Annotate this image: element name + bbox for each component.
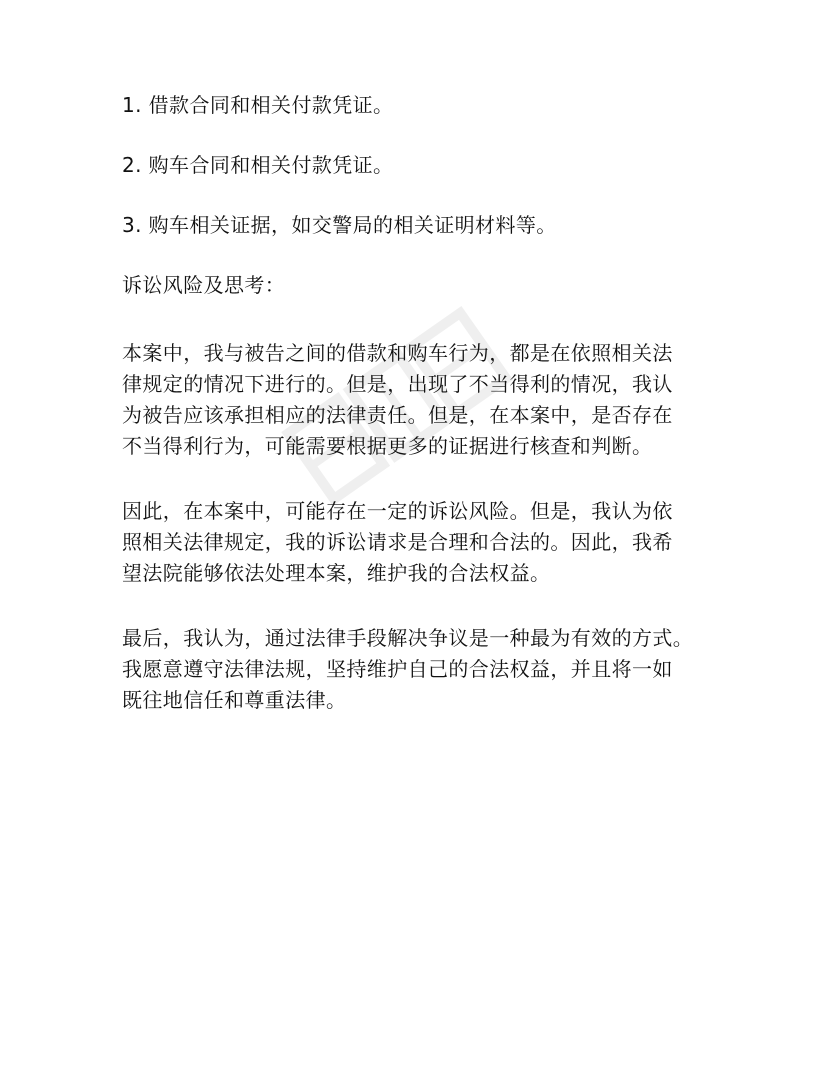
- paragraph-conclusion: [122, 623, 722, 716]
- paragraph-line: 因此，在本案中，可能存在一定的诉讼风险。但是，我认为依: [122, 499, 673, 523]
- evidence-item-3: 3. 购车相关证据，如交警局的相关证明材料等。: [122, 213, 557, 237]
- paragraph-case-analysis: [122, 338, 722, 462]
- paragraph-line: 不当得利行为，可能需要根据更多的证据进行核查和判断。: [122, 434, 653, 458]
- paragraph-line: 照相关法律规定，我的诉讼请求是合理和合法的。因此，我希: [122, 530, 673, 554]
- section-heading-litigation-risk: 诉讼风险及思考：: [122, 273, 286, 297]
- paragraph-line: 本案中，我与被告之间的借款和购车行为，都是在依照相关法: [122, 341, 673, 365]
- paragraph-line: 律规定的情况下进行的。但是，出现了不当得利的情况，我认: [122, 372, 673, 396]
- evidence-item-2: 2. 购车合同和相关付款凭证。: [122, 153, 394, 177]
- paragraph-line: 最后，我认为，通过法律手段解决争议是一种最为有效的方式。: [122, 626, 694, 650]
- paragraph-line: 既往地信任和尊重法律。: [122, 688, 347, 712]
- paragraph-litigation-risk: [122, 496, 722, 589]
- paragraph-line: 为被告应该承担相应的法律责任。但是，在本案中，是否存在: [122, 403, 673, 427]
- evidence-item-1: 1. 借款合同和相关付款凭证。: [122, 93, 394, 117]
- paragraph-line: 望法院能够依法处理本案，维护我的合法权益。: [122, 561, 551, 585]
- paragraph-line: 我愿意遵守法律法规，坚持维护自己的合法权益，并且将一如: [122, 657, 673, 681]
- document-body: [122, 90, 722, 750]
